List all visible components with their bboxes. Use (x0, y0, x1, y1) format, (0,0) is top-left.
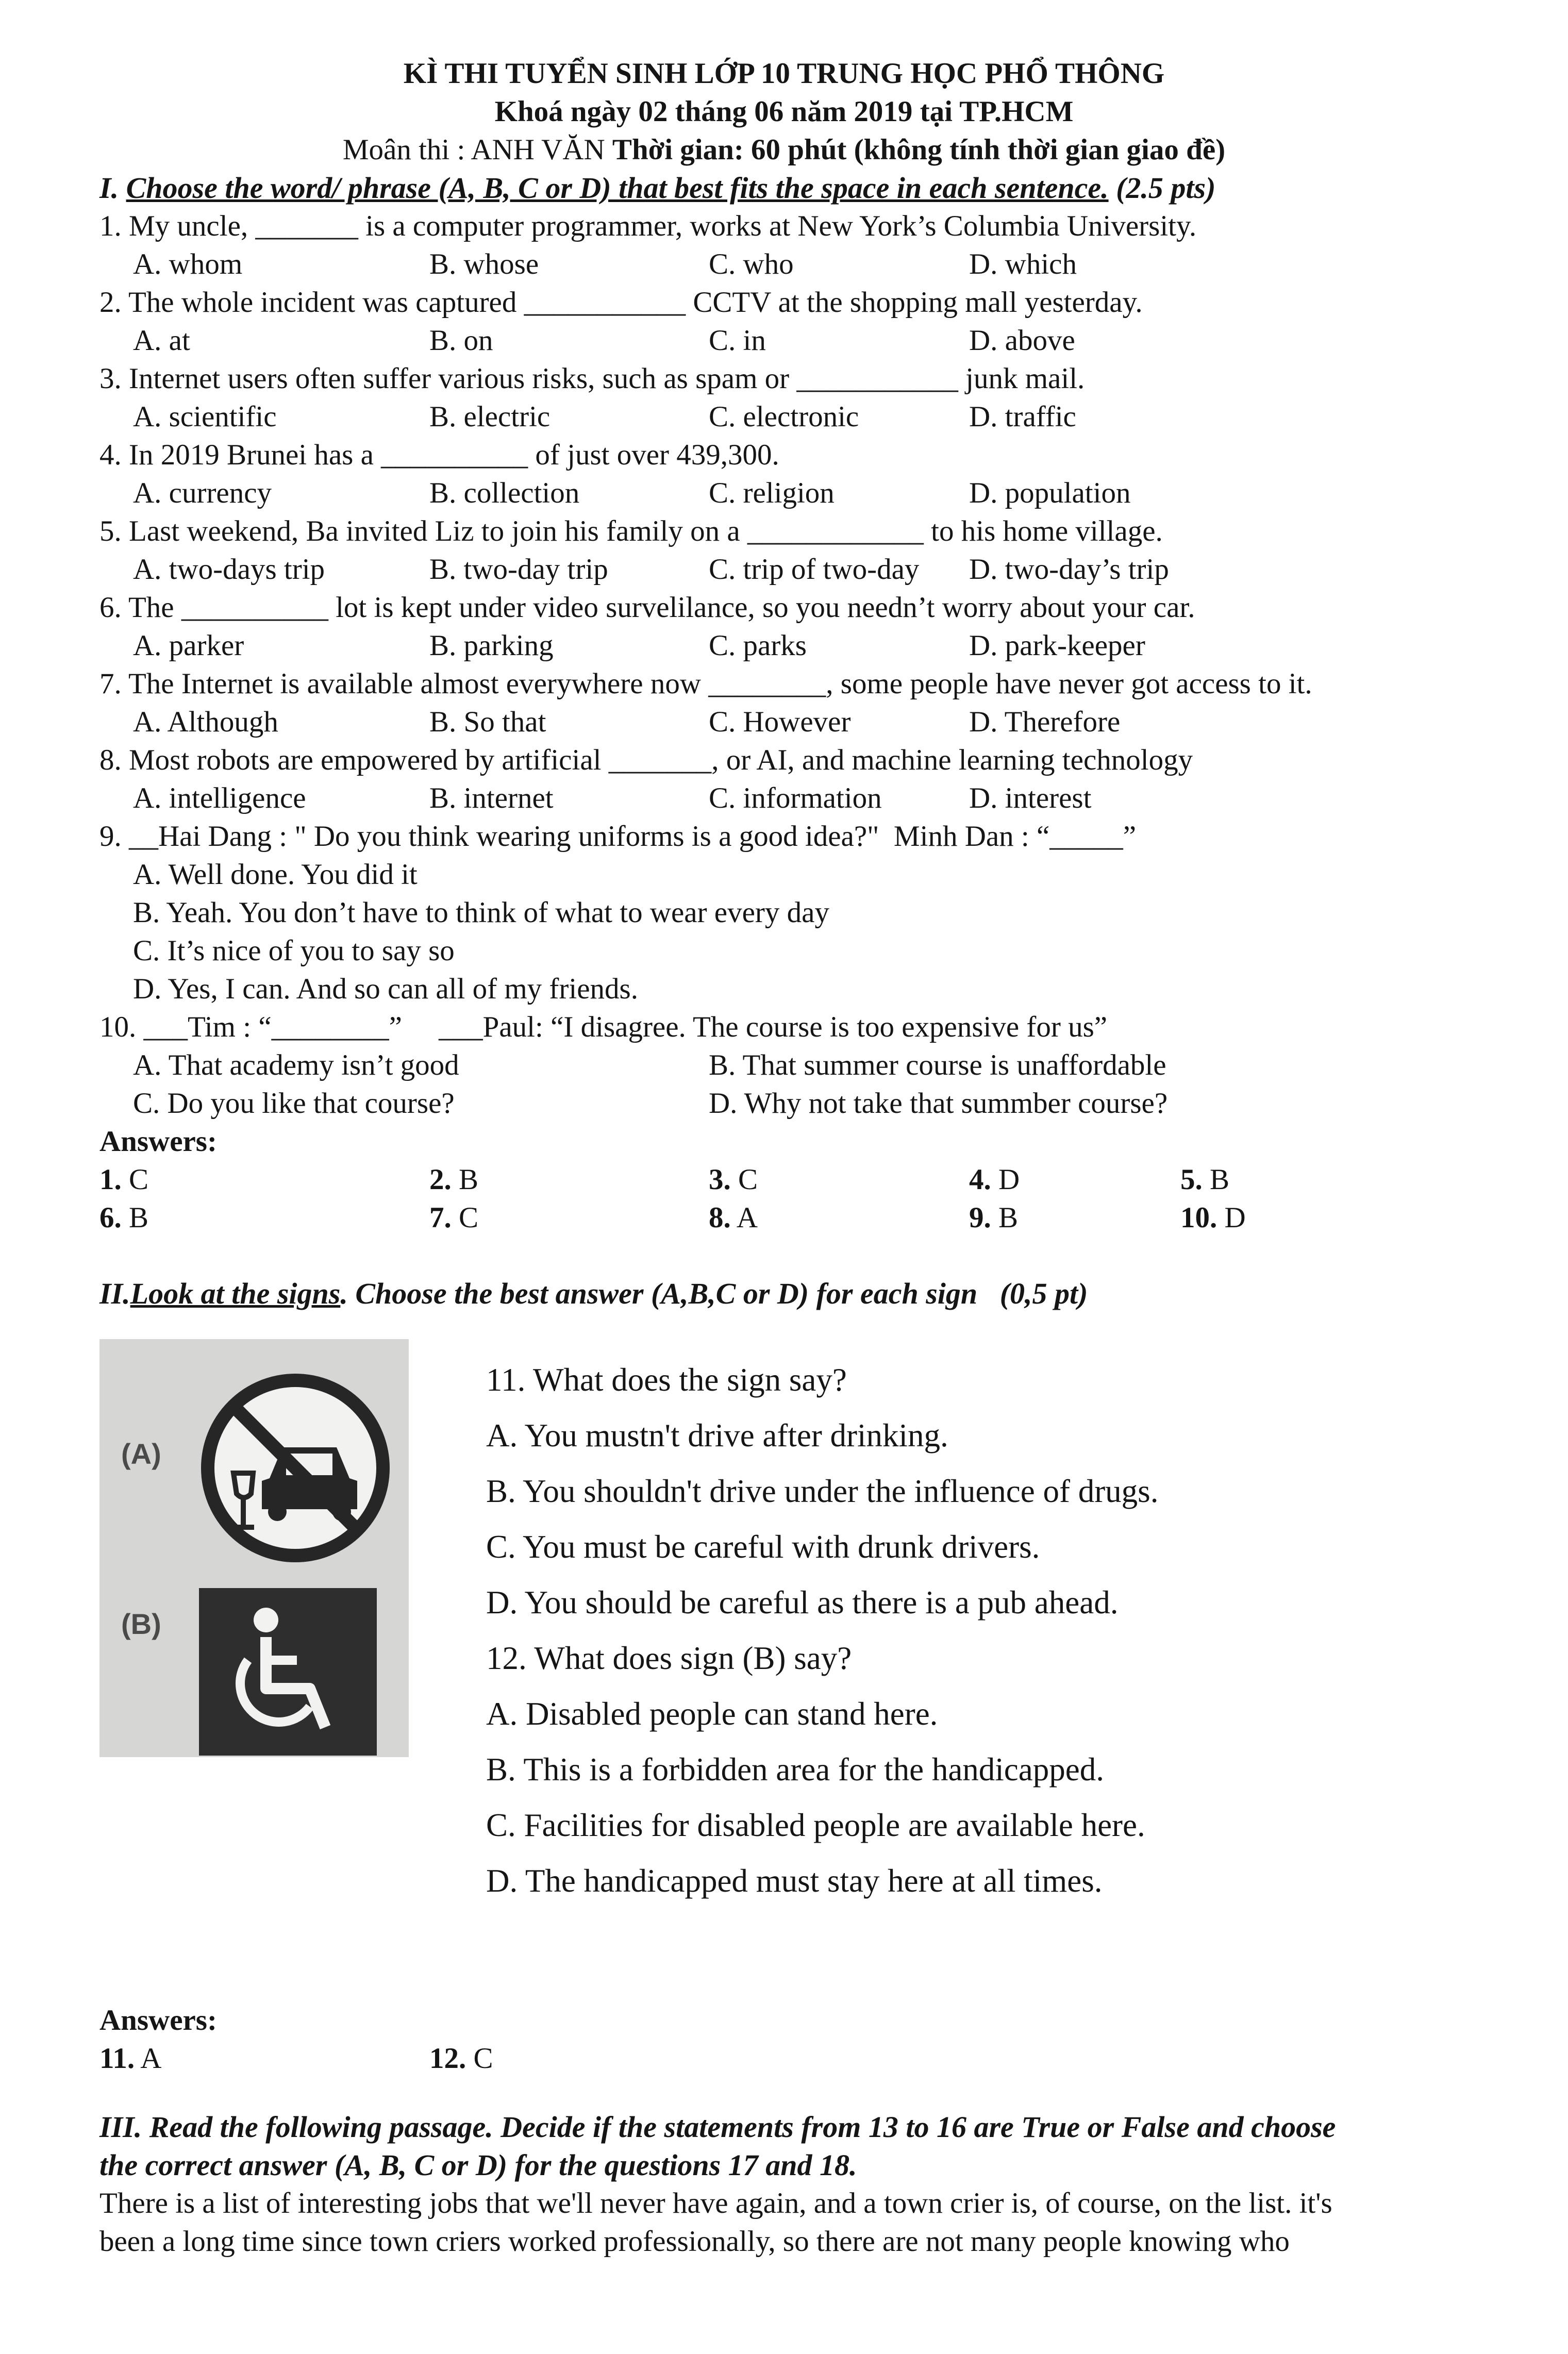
q8-option-c: C. information (709, 782, 882, 814)
q6-option-a: A. parker (133, 629, 244, 662)
q8-option-b: B. internet (429, 782, 554, 814)
answer-9: 9. B (969, 1201, 1019, 1234)
time-label: Thời gian: 60 phút (không tính thời gian giao đề) (612, 133, 1226, 166)
q4-option-b: B. collection (429, 477, 580, 509)
q7-option-a: A. Although (133, 706, 278, 738)
q2-option-d: D. above (969, 324, 1075, 357)
question-1: 1. My uncle, _______ is a computer programmer, works at New York’s Columbia University. (99, 210, 1197, 242)
q6-option-d: D. park-keeper (969, 629, 1145, 662)
q1-option-b: B. whose (429, 248, 539, 280)
q8-option-d: D. interest (969, 782, 1092, 814)
subject-label: Moân thi : ANH VĂN (342, 133, 612, 166)
exam-subject-line (0, 132, 1568, 168)
q12-option-b: B. This is a forbidden area for the handicapped. (486, 1751, 1104, 1788)
q3-option-c: C. electronic (709, 400, 859, 433)
question-4: 4. In 2019 Brunei has a __________ of just over 439,300. (99, 439, 779, 471)
answer-1: 1. C (99, 1163, 149, 1196)
answer-6: 6. B (99, 1201, 149, 1234)
q7-option-c: C. However (709, 706, 851, 738)
section3-heading-line1 (99, 2109, 1336, 2145)
q9-option-c: C. It’s nice of you to say so (133, 934, 455, 967)
q11-option-b: B. You shouldn't drive under the influence of drugs. (486, 1473, 1159, 1509)
answer-8: 8. A (709, 1201, 758, 1234)
section1-heading (99, 170, 1215, 206)
answer-2: 2. B (429, 1163, 479, 1196)
q9-option-d: D. Yes, I can. And so can all of my friends. (133, 973, 638, 1005)
signs-image (99, 1339, 409, 1757)
q12-option-a: A. Disabled people can stand here. (486, 1696, 938, 1732)
q1-option-c: C. who (709, 248, 794, 280)
question-6: 6. The __________ lot is kept under video survelilance, so you needn’t worry about your car. (99, 591, 1195, 624)
q12-option-c: C. Facilities for disabled people are available here. (486, 1807, 1145, 1843)
exam-date: Khoá ngày 02 tháng 06 năm 2019 tại TP.HCM (494, 95, 1074, 128)
q2-option-c: C. in (709, 324, 766, 357)
q6-option-c: C. parks (709, 629, 807, 662)
q10-option-b: B. That summer course is unaffordable (709, 1049, 1166, 1081)
q1-option-d: D. which (969, 248, 1077, 280)
q9-option-a: A. Well done. You did it (133, 858, 418, 891)
question-10: 10. ___Tim : “________” ___Paul: “I disagree. The course is too expensive for us” (99, 1011, 1108, 1043)
question-2: 2. The whole incident was captured ___________ CCTV at the shopping mall yesterday. (99, 286, 1143, 319)
q11-option-c: C. You must be careful with drunk drivers. (486, 1529, 1040, 1565)
section2-answers-label: Answers: (99, 2004, 217, 2036)
section1-answers-label: Answers: (99, 1125, 217, 1158)
question-3: 3. Internet users often suffer various risks, such as spam or ___________ junk mail. (99, 362, 1085, 395)
section1-title: Choose the word/ phrase (A, B, C or D) that best fits the space in each sentence. (126, 171, 1109, 205)
no-drink-driving-sign-icon (197, 1370, 393, 1566)
answer-7: 7. C (429, 1201, 479, 1234)
answer-3: 3. C (709, 1163, 758, 1196)
passage-line-1: There is a list of interesting jobs that we'll never have again, and a town crier is, of course, on the list. it's (99, 2187, 1332, 2219)
q5-option-c: C. trip of two-day (709, 553, 920, 586)
q11-option-a: A. You mustn't drive after drinking. (486, 1417, 948, 1454)
sign-a-label: (A) (121, 1438, 161, 1470)
q4-option-c: C. religion (709, 477, 835, 509)
question-11: 11. What does the sign say? (486, 1362, 847, 1398)
q4-option-a: A. currency (133, 477, 272, 509)
q7-option-d: D. Therefore (969, 706, 1121, 738)
q5-option-d: D. two-day’s trip (969, 553, 1169, 586)
section3-number: III. (99, 2110, 149, 2144)
q12-option-d: D. The handicapped must stay here at all times. (486, 1863, 1103, 1899)
section2-heading (99, 1276, 1088, 1312)
q9-option-b: B. Yeah. You don’t have to think of what to wear every day (133, 896, 829, 929)
question-7: 7. The Internet is available almost everywhere now ________, some people have never got access to it. (99, 667, 1312, 700)
q3-option-d: D. traffic (969, 400, 1076, 433)
q3-option-a: A. scientific (133, 400, 277, 433)
section3-heading-line2: the correct answer (A, B, C or D) for the questions 17 and 18. (99, 2148, 857, 2182)
q2-option-a: A. at (133, 324, 190, 357)
q5-option-a: A. two-days trip (133, 553, 325, 586)
answer-4: 4. D (969, 1163, 1020, 1196)
section1-number: I. (99, 171, 126, 205)
q10-option-c: C. Do you like that course? (133, 1087, 455, 1120)
q5-option-b: B. two-day trip (429, 553, 608, 586)
section3-title-1: Read the following passage. Decide if the statements from 13 to 16 are True or False and choose (149, 2110, 1336, 2144)
passage-line-2: been a long time since town criers worked professionally, so there are not many people knowing who (99, 2225, 1290, 2258)
q1-option-a: A. whom (133, 248, 243, 280)
answer-10: 10. D (1180, 1201, 1246, 1234)
section2-title-rest: . Choose the best answer (A,B,C or D) for each sign (0,5 pt) (340, 1277, 1088, 1310)
q10-option-d: D. Why not take that summber course? (709, 1087, 1168, 1120)
section2-title-underlined: Look at the signs (130, 1277, 341, 1310)
q2-option-b: B. on (429, 324, 493, 357)
question-9: 9. __Hai Dang : " Do you think wearing uniforms is a good idea?" Minh Dan : “_____” (99, 820, 1137, 853)
question-8: 8. Most robots are empowered by artificial _______, or AI, and machine learning technology (99, 744, 1193, 776)
q8-option-a: A. intelligence (133, 782, 306, 814)
section2-number: II. (99, 1277, 130, 1310)
q3-option-b: B. electric (429, 400, 551, 433)
q11-option-d: D. You should be careful as there is a pub ahead. (486, 1584, 1119, 1621)
sign-b-label: (B) (121, 1608, 161, 1640)
exam-title: KÌ THI TUYỂN SINH LỚP 10 TRUNG HỌC PHỔ THÔNG (403, 57, 1165, 90)
q6-option-b: B. parking (429, 629, 554, 662)
q7-option-b: B. So that (429, 706, 546, 738)
q4-option-d: D. population (969, 477, 1131, 509)
question-5: 5. Last weekend, Ba invited Liz to join his family on a ____________ to his home village. (99, 515, 1163, 547)
wheelchair-sign-icon (199, 1588, 377, 1756)
answer-11: 11. A (99, 2042, 162, 2075)
q10-option-a: A. That academy isn’t good (133, 1049, 459, 1081)
question-12: 12. What does sign (B) say? (486, 1640, 852, 1676)
answer-5: 5. B (1180, 1163, 1230, 1196)
section1-points: (2.5 pts) (1108, 171, 1216, 205)
answer-12: 12. C (429, 2042, 493, 2075)
